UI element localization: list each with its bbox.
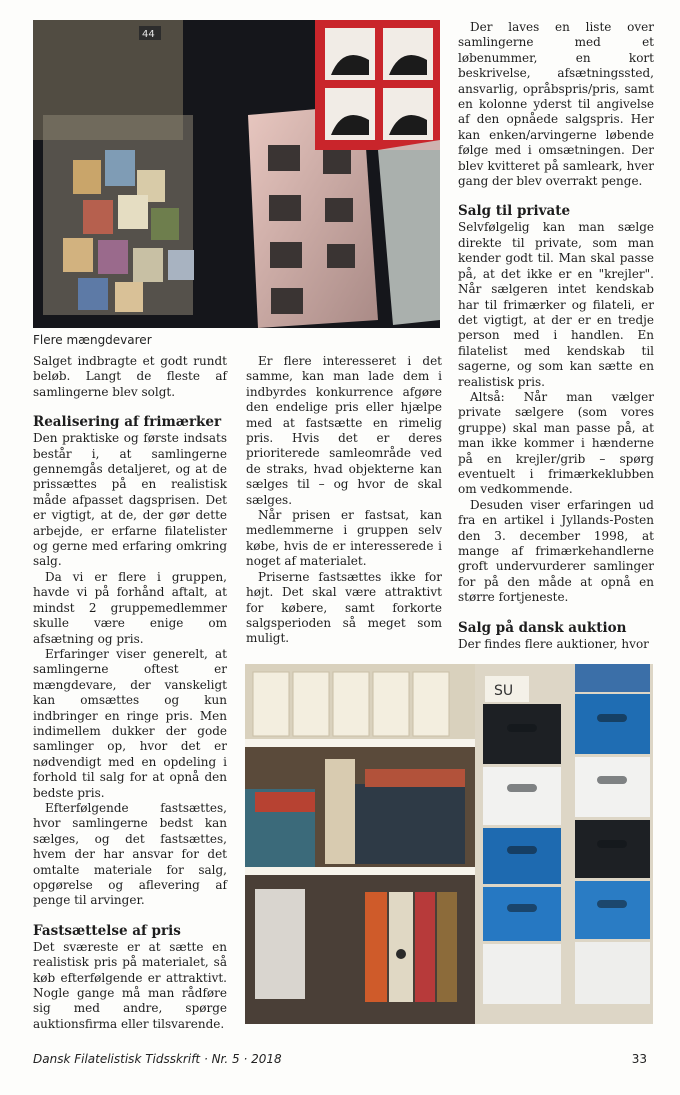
column-2 [246,354,442,647]
heading-salg-paa-dansk-auktion: Salg på dansk auktion [458,619,627,636]
paragraph: Da vi er flere i gruppen, havde vi på forhånd aftalt, at mindst 2 gruppemedlemmer skulle være enige om afsætning og pris. [33,569,227,646]
paragraph: Der laves en liste over samlingerne med et løbenummer, en kort beskrivelse, afsætningssted, ansvarlig, opråbspris/pris, samt en kolonne yderst til angivelse af den opnåede salgspris. Her kan enken/arvingerne løbende følge med i omsætningen. Der blev kvitteret på samleark, hver gang der blev overrakt penge. [458,20,654,189]
paragraph: Salget indbragte et godt rundt beløb. Langt de fleste af samlingerne blev solgt. [33,354,227,399]
page-number: 33 [631,1052,647,1066]
shelves-illustration [245,664,653,1024]
paragraph: Det sværeste er at sætte en realistisk pris på materialet, så køb efterfølgende er attraktivt. Nogle gange må man rådføre sig med andre, spørge auktionsfirma eller tilsvarende. [33,939,227,1031]
photo-caption: Flere mængdevarer [33,333,152,347]
box-label-text: SU [494,683,514,699]
paragraph: Altså: Når man vælger private sælgere (som vores gruppe) skal man passe på, at man ikke kommer i hænderne på en krejler/grib – spørg eventuelt i frimærkeklubben om vedkommende. [458,389,654,497]
photo-stamp-collections [33,20,440,328]
paragraph: Der findes flere auktioner, hvor [458,636,649,651]
price-tag-text: 44 [142,29,155,40]
paragraph: Den praktiske og første indsats består i, at samlingerne gennemgås detaljeret, og at de prissættes på en realistisk måde afpasset dagsprisen. Det er vigtigt, at de, der gør dette arbejde, er erfarne filatelister og gerne med erfaring omkring salg. [33,431,227,569]
column-1 [33,354,227,1032]
paragraph: Selvfølgelig kan man sælge direkte til private, som man kender godt til. Man skal passe på, at det ikke er en "krejler". Når sælgeren intet kendskab har til frimærker og filateli, er det vigtigt, at der er en tredje person med i handlen. En filatelist med kendskab til sagerne, og som kan sætte en realistisk pris. [458,220,654,389]
heading-salg-til-private: Salg til private [458,203,571,220]
paragraph: Priserne fastsættes ikke for højt. Det skal være attraktivt for købere, samt forkorte salgsperioden så meget som muligt. [246,569,442,646]
paragraph: Er flere interesseret i det samme, kan man lade dem i indbyrdes konkurrence afgøre den endelige pris eller hjælpe med at fastsætte en rimelig pris. Hvis det er deres prioriterede samleområde ved de straks, hvad objekterne kan sælges til – og hvor de skal sælges. [246,354,442,507]
heading-realisering: Realisering af frimærker [33,414,222,431]
stamps-illustration [33,20,440,328]
column-3 [458,20,654,652]
paragraph: Efterfølgende fastsættes, hvor samlingerne bedst kan sælges, og det fastsættes, hvem der har ansvar for det omtalte materiale for salg, opgørelse og aflevering af penge til arvinger. [33,800,227,908]
paragraph: Erfaringer viser generelt, at samlingerne oftest er mængdevare, der vanskeligt kan omsættes og kun indbringer en ringe pris. Men indimellem dukker der gode samlinger op, hvor det er nødvendigt med en opdeling i forhold til salg for at opnå den bedste pris. [33,646,227,800]
footer-journal: Dansk Filatelistisk Tidsskrift · Nr. 5 · 2018 [33,1052,282,1066]
paragraph: Desuden viser erfaringen ud fra en artikel i Jyllands-Posten den 3. december 1998, at mange af frimærkehandlerne groft undervurderer samlinger for på den måde at opnå en større fortjeneste. [458,497,654,605]
photo-storage-shelves [245,664,653,1024]
heading-fastsaettelse: Fastsættelse af pris [33,922,181,939]
paragraph: Når prisen er fastsat, kan medlemmerne i gruppen selv købe, hvis de er interesserede i noget af materialet. [246,508,442,569]
